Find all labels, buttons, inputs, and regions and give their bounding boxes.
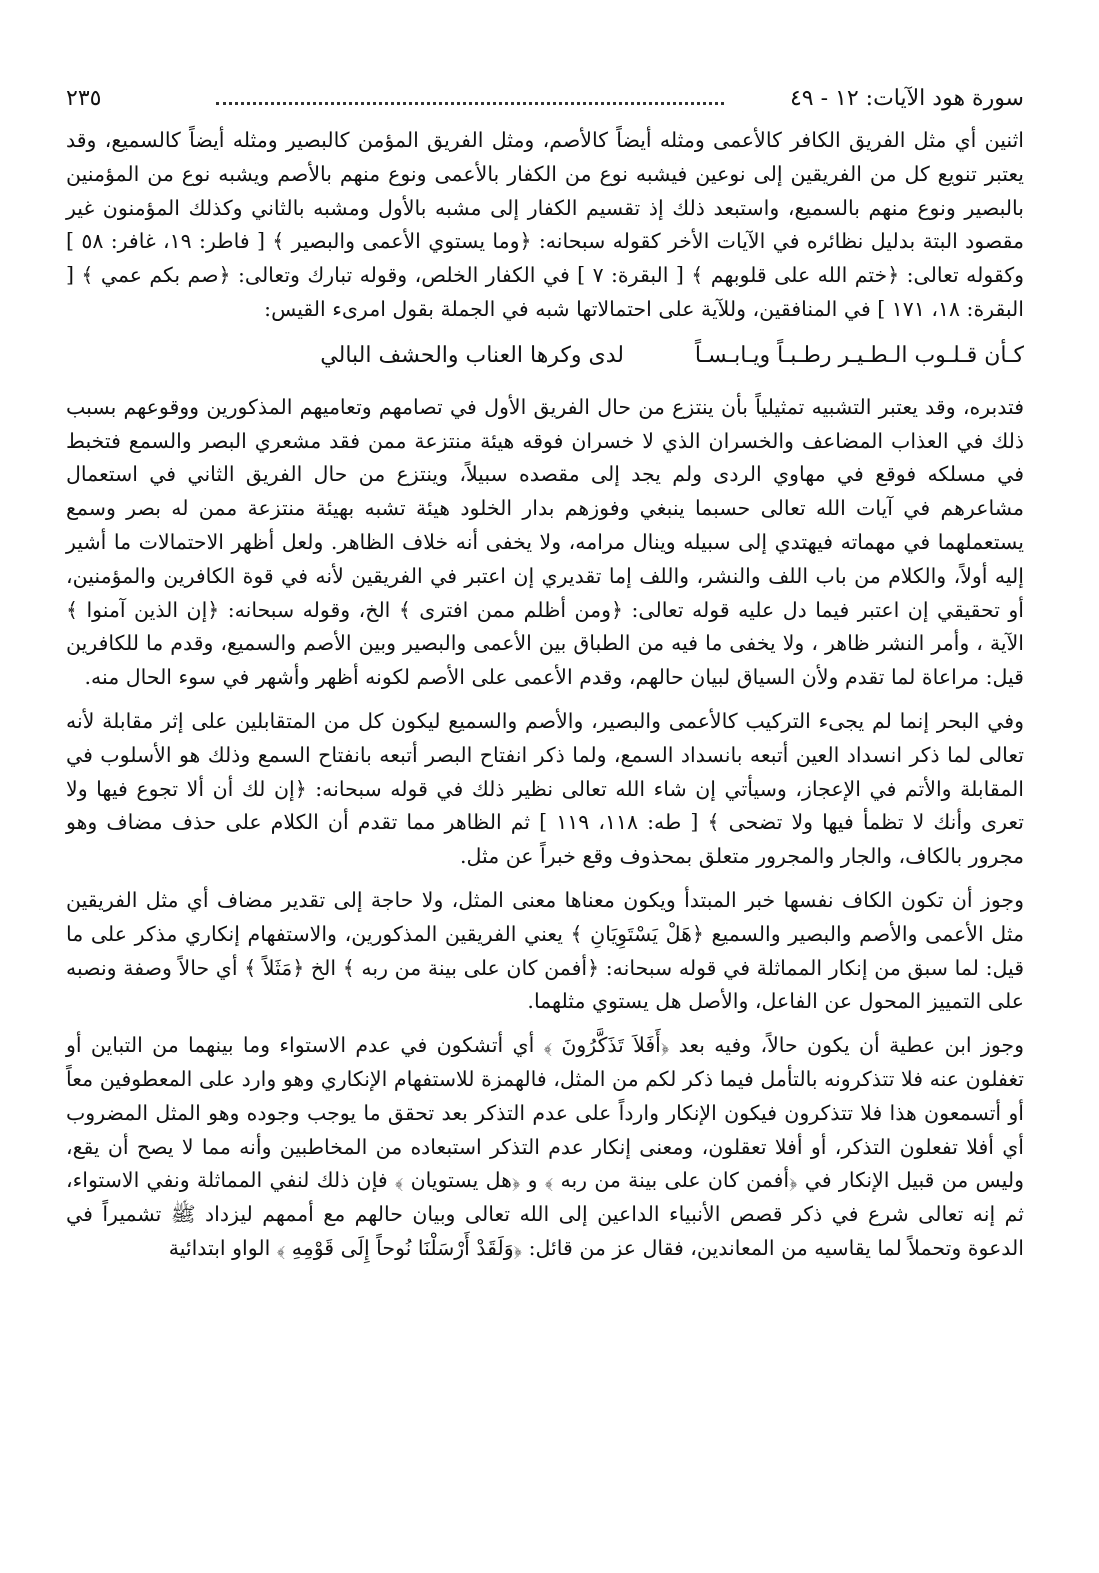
paragraph-text: فتدبره، وقد يعتبر التشبيه تمثيلياً بأن ينتزع من حال الفريق الأول في تصامهم وتعاميهم المذكورين ووقوعهم بسبب ذلك في العذاب المضاعف والخسران الذي لا خسران فوقه هيئة منتزعة ممن فقد مشعري البصر والسمع فتخبط في مسلكه فوقع في مهاوي الردى ولم يجد إلى مقصده سبيلاً، وينتزع من حال الفريق الثاني في استعمال مشاعرهم في آيات الله تعالى حسبما ينبغي وفوزهم بدار الخلود هيئة تشبه بهيئة منتزعة ممن له بصر وسمع يستعملهما في مهماته فيهتدي إلى سبيله وينال مرامه، ولا يخفى أنه خلاف الظاهر. ولعل أظهر الاحتمالات ما أشير إليه أولاً، والكلام من باب اللف والنشر، واللف إما تقديري إن اعتبر في الفريقين لأنه في قوة الكافرين والمؤمنين، أو تحقيقي إن اعتبر فيما دل عليه قوله تعالى: ﴿ومن أظلم ممن افترى ﴾ الخ، وقوله سبحانه: ﴿إن الذين آمنوا ﴾ الآية ، وأمر النشر ظاهر ، ولا يخفى ما فيه من الطباق بين الأعمى والبصير وبين الأصم والسميع، وقدم ما للكافرين قيل: مراعاة لما تقدم ولأن السياق لبيان حالهم، وقدم الأعمى على الأصم لكونه أظهر وأشهر في سوء الحال منه. — [66, 394, 1024, 690]
paragraph-text: وفي البحر إنما لم يجىء التركيب كالأعمى والبصير، والأصم والسميع ليكون كل من المتقابلين على إثر مقابلة لأنه تعالى لما ذكر انسداد العين أتبعه بانسداد السمع، ولما ذكر انفتاح البصر أتبعه بانفتاح السمع وذلك هو الأسلوب في المقابلة والأتم في الإعجاز، وسيأتي إن شاء الله تعالى نظير ذلك في قوله سبحانه: ﴿إن لك أن ألا تجوع فيها ولا تعرى وأنك لا تظمأ فيها ولا تضحى ﴾ [ طه: ١١٨، ١١٩ ] ثم الظاهر مما تقدم أن الكلام على حذف مضاف وهو مجرور بالكاف، والجار والمجرور متعلق بمحذوف وقع خبراً عن مثل. — [66, 708, 1024, 869]
leader-dots — [216, 102, 724, 105]
paragraph-1 — [66, 124, 1024, 327]
running-title: سورة هود الآيات: ١٢ - ٤٩ — [789, 86, 1024, 111]
paragraph-text: اثنين أي مثل الفريق الكافر كالأعمى ومثله أيضاً كالأصم، ومثل الفريق المؤمن كالبصير ومثله أيضاً كالسميع، وقد يعتبر تنويع كل من الفريقين إلى نوعين فيشبه نوع من الكفار بالأعمى ونوع منهم بالأصم ويشبه نوع من المؤمنين بالبصير ونوع منهم بالسميع، واستبعد ذلك إذ تقسيم الكفار إلى مشبه بالأول ومشبه بالثاني وكذلك المؤمنون غير مقصود البتة بدليل نظائره في الآيات الأخر كقوله سبحانه: ﴿وما يستوي الأعمى والبصير ﴾ [ فاطر: ١٩، غافر: ٥٨ ] وكقوله تعالى: ﴿ختم الله على قلوبهم ﴾ [ البقرة: ٧ ] في الكفار الخلص، وقوله تبارك وتعالى: ﴿صم بكم عمي ﴾ [ البقرة: ١٨، ١٧١ ] في المنافقين، وللآية على احتمالاتها شبه في الجملة بقول امرىء القيس: — [66, 128, 1024, 321]
running-header — [66, 80, 1024, 124]
book-page — [66, 80, 1024, 1276]
paragraph-text: وجوز ابن عطية أن يكون حالاً، وفيه بعد ﴿أَفَلاَ تَذَكَّرُونَ ﴾ أي أتشكون في عدم الاستواء وما بينهما من التباين أو تغفلون عنه فلا تتذكرونه بالتأمل فيما ذكر لكم من المثل، فالهمزة للاستفهام الإنكاري وهو وارد على المعطوفين معاً أو أتسمعون هذا فلا تتذكرون فيكون الإنكار وارداً على عدم التذكر بعد تحقق ما يوجب وجوده وهو المثل المضروب أي أفلا تفعلون التذكر، أو أفلا تعقلون، ومعنى إنكار عدم التذكر استبعاده من المخاطبين وأنه مما لا يصح أن يقع، وليس من قبيل الإنكار في ﴿أفمن كان على بينة من ربه ﴾ و ﴿هل يستويان ﴾ فإن ذلك لنفي المماثلة ونفي الاستواء، ثم إنه تعالى شرع في ذكر قصص الأنبياء الداعين إلى الله تعالى وبيان حالهم مع أممهم ليزداد ﷺ تشميراً في الدعوة وتحملاً لما يقاسيه من المعاندين، فقال عز من قائل: ﴿وَلَقَدْ أَرْسَلْنَا نُوحاً إِلَى قَوْمِهِ ﴾ الواو ابتدائية — [66, 1033, 1024, 1260]
page-number: ٢٣٥ — [66, 86, 102, 111]
paragraph-text: وجوز أن تكون الكاف نفسها خبر المبتدأ ويكون معناها معنى المثل، ولا حاجة إلى تقدير مضاف أي مثل الفريقين مثل الأعمى والأصم والبصير والسميع ﴿هَلْ يَسْتَوِيَانِ ﴾ يعني الفريقين المذكورين، والاستفهام إنكاري مذكر على ما قيل: لما سبق من إنكار المماثلة في قوله سبحانه: ﴿أفمن كان على بينة من ربه ﴾ الخ ﴿مَثَلاً ﴾ أي حالاً وصفة ونصبه على التمييز المحول عن الفاعل، والأصل هل يستوي مثلهما. — [66, 887, 1024, 1014]
paragraph-4 — [66, 884, 1024, 1019]
verse-hemistich-1: كـأن قـلـوب الـطـيـر رطـبـاً ويـابـسـاً — [694, 342, 1024, 368]
paragraph-2 — [66, 391, 1024, 695]
paragraph-5 — [66, 1029, 1024, 1266]
poetry-verse — [66, 337, 1024, 381]
paragraph-3 — [66, 705, 1024, 874]
verse-hemistich-2: لدى وكرها العناب والحشف البالي — [320, 342, 624, 368]
